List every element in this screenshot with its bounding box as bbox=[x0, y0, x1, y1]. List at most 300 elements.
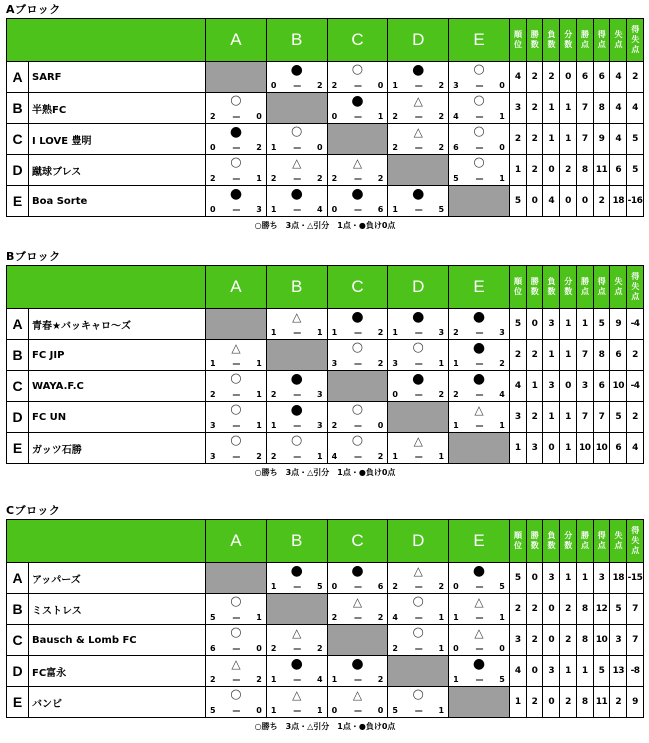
column-header-b: B bbox=[266, 266, 327, 309]
column-header-e: E bbox=[449, 520, 510, 563]
match-result-cell bbox=[266, 62, 327, 93]
match-score bbox=[328, 327, 388, 339]
block-title: Cブロック bbox=[6, 504, 61, 517]
stat-goals-against: 4 bbox=[610, 62, 627, 93]
match-score bbox=[328, 581, 388, 593]
win-mark-icon: ○ bbox=[291, 433, 303, 448]
team-name: ガッツ石勝 bbox=[29, 433, 206, 464]
stat-goal-difference: -4 bbox=[627, 371, 644, 402]
block-title: Bブロック bbox=[6, 250, 61, 263]
score-home: 0 bbox=[453, 582, 459, 591]
stat-wins: 2 bbox=[526, 402, 543, 433]
column-header-b: B bbox=[266, 520, 327, 563]
column-header-b: B bbox=[266, 19, 327, 62]
score-home: 2 bbox=[453, 390, 459, 399]
stat-goals-for: 11 bbox=[593, 687, 610, 718]
stat-losses: 1 bbox=[543, 93, 560, 124]
stat-wins: 0 bbox=[526, 563, 543, 594]
stat-header-char: 点 bbox=[614, 541, 622, 550]
team-name: Bausch & Lomb FC bbox=[29, 625, 206, 656]
score-home: 2 bbox=[331, 421, 338, 430]
stat-header bbox=[627, 19, 644, 62]
stat-losses: 3 bbox=[543, 656, 560, 687]
column-header-d: D bbox=[388, 266, 449, 309]
self-match-cell bbox=[327, 124, 388, 155]
stat-draws: 0 bbox=[560, 62, 577, 93]
match-result-cell bbox=[206, 155, 267, 186]
block-b bbox=[6, 250, 644, 478]
score-separator: — bbox=[293, 328, 301, 337]
score-away: 0 bbox=[256, 706, 262, 715]
score-away: 2 bbox=[377, 613, 384, 622]
score-separator: — bbox=[293, 143, 301, 152]
team-letter: E bbox=[7, 186, 29, 217]
stat-header bbox=[543, 19, 560, 62]
stat-wins: 2 bbox=[526, 594, 543, 625]
score-separator: — bbox=[232, 359, 240, 368]
stat-goals-for: 5 bbox=[593, 309, 610, 340]
stat-goal-difference: 4 bbox=[627, 93, 644, 124]
win-mark-icon: ○ bbox=[351, 402, 364, 417]
team-name: SARF bbox=[29, 62, 206, 93]
match-score bbox=[388, 204, 448, 216]
score-separator: — bbox=[232, 421, 240, 430]
stat-header bbox=[543, 520, 560, 563]
win-mark-icon: ○ bbox=[473, 124, 485, 139]
score-away: 4 bbox=[499, 390, 505, 399]
stat-losses: 2 bbox=[543, 62, 560, 93]
stat-goals-against: 2 bbox=[610, 687, 627, 718]
stat-header bbox=[526, 266, 543, 309]
stat-header-char: 数 bbox=[564, 287, 572, 296]
draw-mark-icon: △ bbox=[292, 626, 302, 640]
header-blank-cell bbox=[7, 520, 206, 563]
match-score bbox=[206, 674, 266, 686]
score-separator: — bbox=[353, 205, 361, 214]
score-away: 6 bbox=[377, 582, 384, 591]
match-result-cell bbox=[388, 62, 449, 93]
score-separator: — bbox=[232, 174, 240, 183]
self-match-cell bbox=[266, 594, 327, 625]
match-result-cell bbox=[266, 625, 327, 656]
score-away: 0 bbox=[256, 112, 262, 121]
match-score bbox=[388, 581, 448, 593]
self-match-cell bbox=[327, 625, 388, 656]
team-row bbox=[7, 155, 644, 186]
stat-header bbox=[526, 520, 543, 563]
draw-mark-icon: △ bbox=[474, 595, 484, 609]
match-result-cell bbox=[449, 371, 510, 402]
team-row bbox=[7, 594, 644, 625]
score-separator: — bbox=[475, 174, 483, 183]
stat-header-char: 位 bbox=[514, 287, 522, 296]
legend: ○勝ち 3点・△引分 1点・●負け0点 bbox=[254, 221, 396, 230]
loss-mark-icon: ● bbox=[290, 371, 303, 387]
score-separator: — bbox=[414, 390, 422, 399]
stat-points: 7 bbox=[576, 402, 593, 433]
stat-goal-difference: 5 bbox=[627, 155, 644, 186]
header-row bbox=[7, 266, 644, 309]
match-score bbox=[449, 80, 509, 92]
draw-mark-icon: △ bbox=[413, 434, 423, 448]
stat-points: 8 bbox=[576, 594, 593, 625]
score-away: 1 bbox=[499, 613, 505, 622]
stat-header-char: 分 bbox=[564, 30, 572, 39]
score-away: 2 bbox=[377, 328, 384, 337]
block-c bbox=[6, 504, 644, 732]
win-mark-icon: ○ bbox=[230, 93, 242, 108]
stat-header-char: 負 bbox=[547, 30, 555, 39]
stat-rank: 1 bbox=[509, 687, 526, 718]
loss-mark-icon: ● bbox=[290, 563, 303, 579]
score-separator: — bbox=[475, 421, 483, 430]
loss-mark-icon: ● bbox=[351, 563, 364, 579]
score-separator: — bbox=[232, 205, 240, 214]
score-separator: — bbox=[414, 359, 422, 368]
match-score bbox=[388, 451, 448, 463]
stat-header bbox=[627, 266, 644, 309]
match-score bbox=[267, 581, 327, 593]
match-result-cell bbox=[327, 186, 388, 217]
stat-draws: 1 bbox=[560, 433, 577, 464]
match-result-cell bbox=[388, 563, 449, 594]
stat-goals-for: 9 bbox=[593, 124, 610, 155]
match-score bbox=[206, 204, 266, 216]
match-result-cell bbox=[388, 371, 449, 402]
match-score bbox=[449, 358, 509, 370]
loss-mark-icon: ● bbox=[229, 186, 243, 202]
score-separator: — bbox=[475, 143, 483, 152]
column-header-e: E bbox=[449, 266, 510, 309]
win-mark-icon: ○ bbox=[473, 93, 485, 108]
score-home: 3 bbox=[331, 359, 338, 368]
win-mark-icon: ○ bbox=[473, 155, 485, 170]
loss-mark-icon: ● bbox=[472, 371, 486, 387]
stat-goal-difference: 7 bbox=[627, 625, 644, 656]
score-separator: — bbox=[475, 359, 483, 368]
stat-goals-for: 6 bbox=[593, 62, 610, 93]
match-result-cell bbox=[327, 155, 388, 186]
loss-mark-icon: ● bbox=[412, 371, 425, 387]
stat-header-char: 順 bbox=[514, 277, 522, 286]
score-separator: — bbox=[353, 328, 361, 337]
loss-mark-icon: ● bbox=[412, 62, 425, 78]
score-separator: — bbox=[414, 644, 422, 653]
stat-header-char: 点 bbox=[631, 546, 639, 555]
score-separator: — bbox=[232, 390, 240, 399]
stat-header bbox=[610, 520, 627, 563]
stat-header bbox=[593, 19, 610, 62]
team-letter: D bbox=[7, 656, 29, 687]
match-result-cell bbox=[266, 124, 327, 155]
loss-mark-icon: ● bbox=[351, 309, 364, 325]
win-mark-icon: ○ bbox=[291, 124, 303, 139]
win-mark-icon: ○ bbox=[230, 402, 242, 417]
draw-mark-icon: △ bbox=[413, 125, 423, 139]
stat-header bbox=[543, 266, 560, 309]
score-away: 4 bbox=[317, 675, 323, 684]
stat-goal-difference: 4 bbox=[627, 433, 644, 464]
match-score bbox=[206, 643, 266, 655]
score-separator: — bbox=[414, 613, 422, 622]
match-score bbox=[267, 643, 327, 655]
score-home: 5 bbox=[392, 706, 398, 715]
match-score bbox=[206, 111, 266, 123]
column-header-a: A bbox=[206, 19, 267, 62]
stat-header bbox=[560, 266, 577, 309]
stat-losses: 3 bbox=[543, 563, 560, 594]
score-away: 5 bbox=[317, 582, 323, 591]
score-home: 4 bbox=[331, 452, 338, 461]
stat-wins: 0 bbox=[526, 309, 543, 340]
match-result-cell bbox=[266, 155, 327, 186]
stat-losses: 4 bbox=[543, 186, 560, 217]
stat-header-char: 点 bbox=[581, 541, 589, 550]
team-name: FC UN bbox=[29, 402, 206, 433]
match-result-cell bbox=[388, 93, 449, 124]
win-mark-icon: ○ bbox=[351, 62, 364, 77]
score-separator: — bbox=[353, 174, 361, 183]
stat-draws: 1 bbox=[560, 656, 577, 687]
stat-header bbox=[576, 19, 593, 62]
score-home: 3 bbox=[453, 81, 459, 90]
stat-header-char: 分 bbox=[564, 531, 572, 540]
score-home: 2 bbox=[210, 112, 216, 121]
stat-wins: 2 bbox=[526, 340, 543, 371]
team-row bbox=[7, 433, 644, 464]
stat-goals-for: 5 bbox=[593, 656, 610, 687]
team-letter: D bbox=[7, 155, 29, 186]
match-score bbox=[206, 173, 266, 185]
stat-goal-difference: 2 bbox=[627, 340, 644, 371]
score-away: 3 bbox=[256, 205, 262, 214]
score-away: 3 bbox=[317, 390, 323, 399]
loss-mark-icon: ● bbox=[412, 309, 425, 325]
stat-draws: 1 bbox=[560, 124, 577, 155]
stat-losses: 3 bbox=[543, 309, 560, 340]
score-away: 5 bbox=[499, 675, 505, 684]
self-match-cell bbox=[388, 402, 449, 433]
score-away: 1 bbox=[438, 359, 445, 368]
loss-mark-icon: ● bbox=[290, 402, 303, 418]
score-away: 2 bbox=[256, 452, 262, 461]
match-result-cell bbox=[388, 309, 449, 340]
match-result-cell bbox=[206, 371, 267, 402]
team-name: 半熟FC bbox=[29, 93, 206, 124]
match-score bbox=[328, 204, 388, 216]
stat-header-char: 得 bbox=[597, 30, 606, 39]
stat-losses: 0 bbox=[543, 625, 560, 656]
draw-mark-icon: △ bbox=[292, 688, 302, 702]
score-away: 4 bbox=[317, 205, 323, 214]
self-match-cell bbox=[449, 433, 510, 464]
match-result-cell bbox=[449, 402, 510, 433]
win-mark-icon: ○ bbox=[230, 594, 242, 609]
stat-rank: 1 bbox=[509, 155, 526, 186]
score-home: 1 bbox=[270, 143, 277, 152]
team-row bbox=[7, 62, 644, 93]
score-separator: — bbox=[414, 81, 422, 90]
match-score bbox=[267, 204, 327, 216]
loss-mark-icon: ● bbox=[290, 186, 303, 202]
score-home: 2 bbox=[270, 452, 277, 461]
stat-draws: 2 bbox=[560, 155, 577, 186]
score-home: 2 bbox=[210, 174, 216, 183]
match-result-cell bbox=[266, 402, 327, 433]
win-mark-icon: ○ bbox=[230, 625, 242, 640]
score-separator: — bbox=[353, 359, 361, 368]
match-score bbox=[449, 581, 509, 593]
column-header-c: C bbox=[327, 520, 388, 563]
block-a bbox=[6, 3, 644, 231]
score-separator: — bbox=[353, 582, 361, 591]
stat-wins: 1 bbox=[526, 371, 543, 402]
stat-rank: 4 bbox=[509, 371, 526, 402]
stat-header-char: 数 bbox=[547, 40, 555, 49]
stat-goal-difference: -8 bbox=[627, 656, 644, 687]
match-result-cell bbox=[327, 594, 388, 625]
match-result-cell bbox=[206, 93, 267, 124]
match-score bbox=[328, 674, 388, 686]
score-home: 2 bbox=[270, 174, 277, 183]
stat-goals-against: 5 bbox=[610, 402, 627, 433]
stat-header-char: 勝 bbox=[530, 277, 539, 286]
stat-goal-difference: -16 bbox=[627, 186, 644, 217]
stat-wins: 3 bbox=[526, 433, 543, 464]
stat-header-char: 分 bbox=[564, 277, 572, 286]
draw-mark-icon: △ bbox=[352, 156, 363, 170]
match-result-cell bbox=[206, 594, 267, 625]
score-away: 6 bbox=[377, 205, 384, 214]
match-result-cell bbox=[206, 124, 267, 155]
score-home: 0 bbox=[331, 582, 338, 591]
stat-header-char: 数 bbox=[547, 287, 555, 296]
score-separator: — bbox=[414, 143, 422, 152]
stat-rank: 5 bbox=[509, 563, 526, 594]
match-score bbox=[267, 142, 327, 154]
score-separator: — bbox=[293, 81, 301, 90]
score-home: 1 bbox=[453, 421, 459, 430]
team-row bbox=[7, 402, 644, 433]
score-home: 4 bbox=[392, 613, 398, 622]
team-letter: C bbox=[7, 625, 29, 656]
loss-mark-icon: ● bbox=[472, 656, 486, 672]
score-home: 1 bbox=[331, 328, 338, 337]
stat-header bbox=[610, 19, 627, 62]
score-away: 2 bbox=[256, 143, 262, 152]
stat-header bbox=[593, 520, 610, 563]
score-separator: — bbox=[232, 452, 240, 461]
match-score bbox=[449, 173, 509, 185]
win-mark-icon: ○ bbox=[412, 687, 424, 702]
stat-header-char: 位 bbox=[514, 541, 522, 550]
match-result-cell bbox=[206, 433, 267, 464]
match-score bbox=[449, 142, 509, 154]
stat-header-char: 失 bbox=[631, 536, 639, 545]
column-header-c: C bbox=[327, 266, 388, 309]
match-score bbox=[206, 358, 266, 370]
score-separator: — bbox=[232, 644, 240, 653]
score-away: 2 bbox=[377, 675, 384, 684]
stat-header-char: 点 bbox=[597, 287, 606, 296]
score-away: 1 bbox=[256, 421, 262, 430]
match-score bbox=[388, 643, 448, 655]
match-result-cell bbox=[388, 687, 449, 718]
loss-mark-icon: ● bbox=[412, 186, 425, 202]
column-header-a: A bbox=[206, 520, 267, 563]
score-home: 5 bbox=[453, 174, 459, 183]
stat-points: 3 bbox=[576, 371, 593, 402]
score-home: 1 bbox=[392, 81, 398, 90]
stat-draws: 0 bbox=[560, 371, 577, 402]
match-score bbox=[449, 643, 509, 655]
draw-mark-icon: △ bbox=[474, 403, 484, 417]
score-separator: — bbox=[353, 112, 361, 121]
self-match-cell bbox=[206, 563, 267, 594]
legend: ○勝ち 3点・△引分 1点・●負け0点 bbox=[254, 722, 396, 731]
score-separator: — bbox=[232, 143, 240, 152]
score-away: 1 bbox=[256, 174, 262, 183]
stat-points: 6 bbox=[576, 62, 593, 93]
match-score bbox=[328, 420, 388, 432]
score-away: 3 bbox=[438, 328, 445, 337]
match-score bbox=[449, 674, 509, 686]
match-score bbox=[267, 389, 327, 401]
stat-losses: 0 bbox=[543, 155, 560, 186]
score-separator: — bbox=[293, 706, 301, 715]
stat-points: 1 bbox=[576, 309, 593, 340]
match-score bbox=[328, 612, 388, 624]
score-separator: — bbox=[293, 421, 301, 430]
score-separator: — bbox=[475, 582, 483, 591]
match-result-cell bbox=[388, 186, 449, 217]
match-score bbox=[328, 111, 388, 123]
stat-rank: 2 bbox=[509, 594, 526, 625]
stat-points: 8 bbox=[576, 625, 593, 656]
team-row bbox=[7, 340, 644, 371]
match-score bbox=[206, 420, 266, 432]
self-match-cell bbox=[327, 371, 388, 402]
stat-header-char: 点 bbox=[581, 287, 589, 296]
score-home: 5 bbox=[210, 613, 216, 622]
match-result-cell bbox=[327, 433, 388, 464]
stat-header-char: 点 bbox=[614, 287, 622, 296]
self-match-cell bbox=[388, 656, 449, 687]
stat-header-char: 点 bbox=[631, 292, 639, 301]
score-home: 2 bbox=[210, 390, 216, 399]
win-mark-icon: ○ bbox=[230, 155, 242, 170]
score-separator: — bbox=[414, 205, 422, 214]
match-score bbox=[449, 111, 509, 123]
score-away: 2 bbox=[377, 174, 384, 183]
score-away: 1 bbox=[317, 328, 323, 337]
score-home: 4 bbox=[453, 112, 459, 121]
stat-goals-against: 3 bbox=[610, 625, 627, 656]
score-separator: — bbox=[353, 421, 361, 430]
match-result-cell bbox=[449, 563, 510, 594]
stat-header bbox=[509, 266, 526, 309]
match-result-cell bbox=[327, 309, 388, 340]
stat-header bbox=[576, 266, 593, 309]
stat-goals-against: 18 bbox=[610, 186, 627, 217]
score-separator: — bbox=[293, 644, 301, 653]
stat-goals-against: 6 bbox=[610, 340, 627, 371]
score-away: 2 bbox=[377, 452, 384, 461]
score-away: 5 bbox=[499, 582, 505, 591]
team-letter: C bbox=[7, 124, 29, 155]
team-name: FC JIP bbox=[29, 340, 206, 371]
match-score bbox=[328, 358, 388, 370]
